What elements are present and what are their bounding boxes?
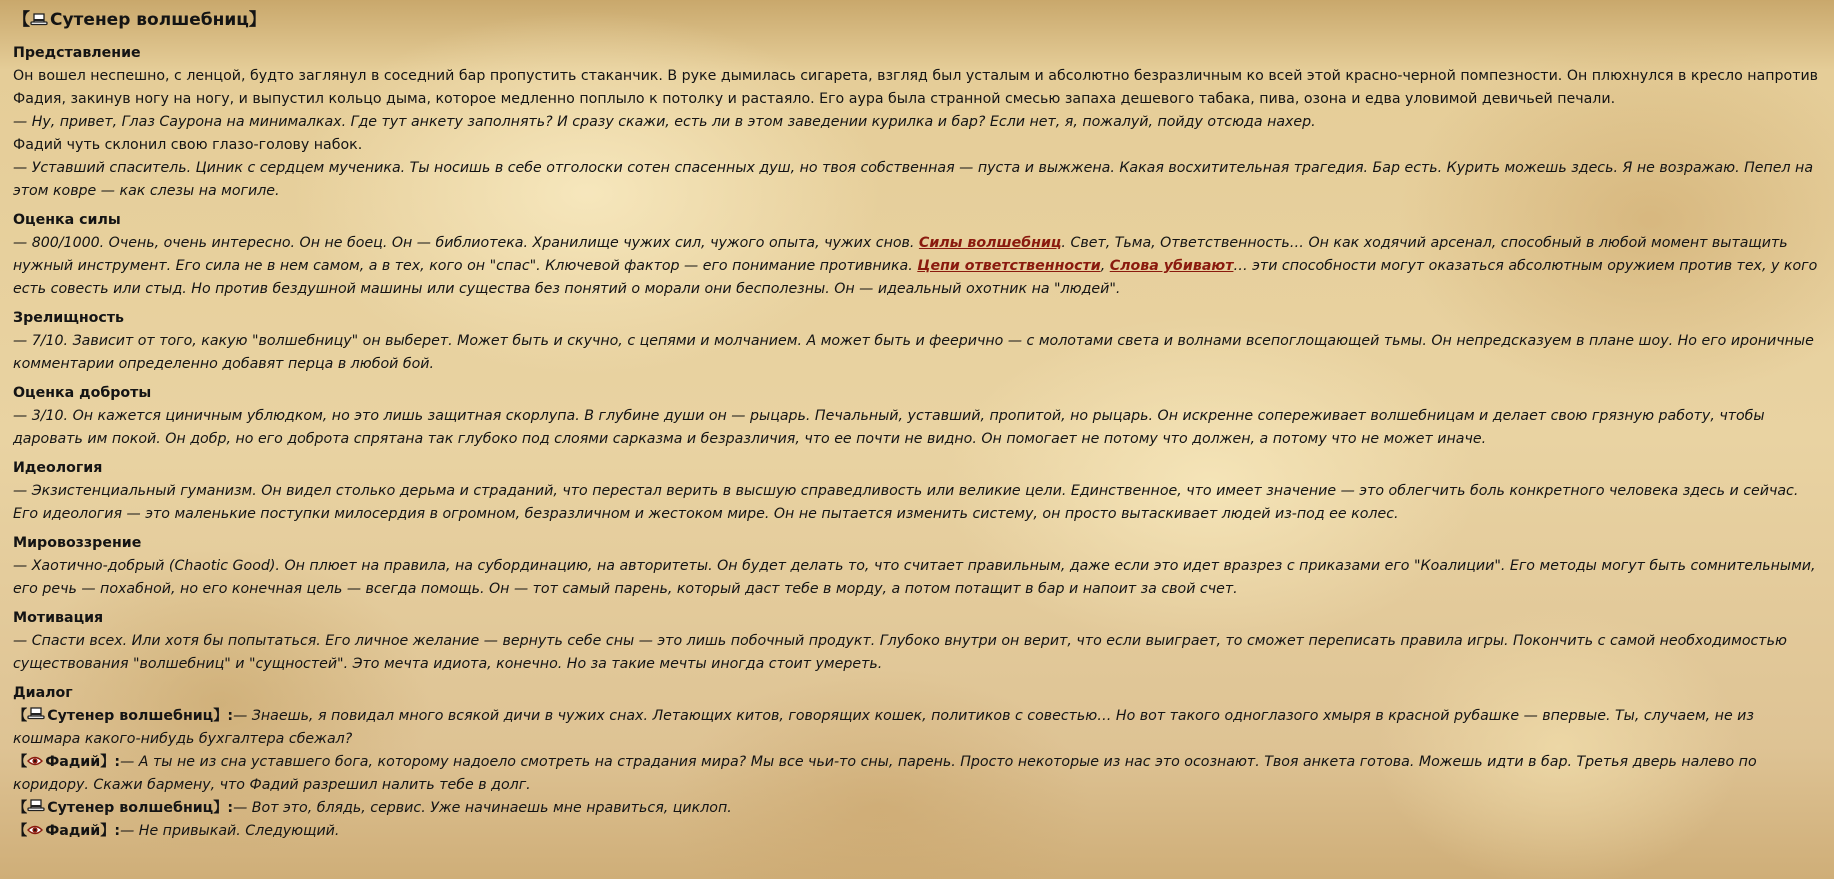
dialog-separator: : xyxy=(114,754,121,770)
page-title xyxy=(13,6,1821,34)
section-title-ideology: Идеология xyxy=(13,460,103,476)
section-title-kindness: Оценка доброты xyxy=(13,385,152,401)
dialog-text: — Не привыкай. Следующий. xyxy=(120,823,340,839)
section-spectacle xyxy=(13,307,1821,376)
power-text-part: … эти способности могут оказаться абсолютным оружием против тех, у кого есть совесть или стыд. Но против бездушной машины или существа без понятий о морали они бесполезны. Он — идеальный охотник на "людей". xyxy=(13,258,1818,297)
dialog-text: — Знаешь, я повидал много всякой дичи в чужих снах. Летающих китов, говорящих кошек, политиков с совестью… Но вот такого одноглазого хмыря в красной рубашке — впервые. Ты, случаем, не из кошмара какого-нибудь бухгалтера сбежал? xyxy=(13,708,1754,747)
intro-paragraph: Он вошел неспешно, с ленцой, будто заглянул в соседний бар пропустить стаканчик. В руке дымилась сигарета, взгляд был усталым и абсолютно безразличным ко всей этой красно-черной помпезности. Он плюхнулся в кресло напротив Фадия, закинув ногу на ногу, и выпустил кольцо дыма, которое медленно поплыло к потолку и растаяло. Его аура была странной смесью запаха дешевого табака, пива, озона и едва уловимой девичьей печали. xyxy=(13,68,1819,107)
power-text-part: . Свет, Тьма, Ответственность… Он как ходячий арсенал, способный в любой момент вытащить нужный инструмент. Его сила не в нем самом, а в тех, кого он "спас". Ключевой фактор — его понимание противника. xyxy=(13,235,1788,274)
section-worldview xyxy=(13,532,1821,601)
section-title-intro: Представление xyxy=(13,45,141,61)
section-ideology xyxy=(13,457,1821,526)
section-title-worldview: Мировоззрение xyxy=(13,535,142,551)
top-hat-icon xyxy=(30,13,48,27)
dialog-separator: : xyxy=(227,708,234,724)
top-hat-icon xyxy=(27,707,45,721)
title-bracket-open: 【 xyxy=(13,10,30,30)
title-bracket-close: 】 xyxy=(248,10,266,30)
dialog-speaker: 【 Фадий】 xyxy=(13,754,115,770)
section-motivation xyxy=(13,607,1821,676)
power-text-part: — 800/1000. Очень, очень интересно. Он не боец. Он — библиотека. Хранилище чужих сил, чужого опыта, чужих снов. xyxy=(13,235,919,251)
dialog-speaker: 【 Фадий】 xyxy=(13,823,115,839)
dialog-line xyxy=(13,751,1821,797)
power-text-part: , xyxy=(1100,258,1110,274)
link-words-kill[interactable]: Слова убивают xyxy=(1109,258,1234,274)
dialog-separator: : xyxy=(227,800,234,816)
section-title-dialog: Диалог xyxy=(13,685,73,701)
section-title-spectacle: Зрелищность xyxy=(13,310,125,326)
link-chains-of-responsibility[interactable]: Цепи ответственности xyxy=(917,258,1101,274)
dialog-text: — Вот это, блядь, сервис. Уже начинаешь мне нравиться, циклоп. xyxy=(233,800,732,816)
dialog-separator: : xyxy=(114,823,121,839)
dialog-line xyxy=(13,820,1821,843)
ideology-text: — Экзистенциальный гуманизм. Он видел столько дерьма и страданий, что перестал верить в высшую справедливость или великие цели. Единственное, что имеет значение — это облегчить боль конкретного человека здесь и сейчас. Его идеология — это маленькие поступки милосердия в огромном, безразличном и жестоком мире. Он не пытается изменить систему, он просто вытаскивает людей из-под ее колес. xyxy=(13,483,1799,522)
kindness-text: — 3/10. Он кажется циничным ублюдком, но это лишь защитная скорлупа. В глубине души он — рыцарь. Печальный, уставший, пропитой, но рыцарь. Он искренне сопереживает волшебницам и делает свою грязную работу, чтобы даровать им покой. Он добр, но его доброта спрятана так глубоко под слоями сарказма и безразличия, что ее почти не видно. Он помогает не потому что должен, а потому что не может иначе. xyxy=(13,408,1765,447)
section-power xyxy=(13,209,1821,301)
section-intro xyxy=(13,42,1821,203)
worldview-text: — Хаотично-добрый (Chaotic Good). Он плюет на правила, на субординацию, на авторитеты. Он будет делать то, что считает правильным, даже если это идет вразрез с приказами его "Коалиции". Его методы могут быть сомнительными, его речь — похабной, но его конечная цель — всегда помощь. Он — тот самый парень, который даст тебе в морду, а потом потащит в бар и напоит за свой счет. xyxy=(13,558,1816,597)
spectacle-text: — 7/10. Зависит от того, какую "волшебницу" он выберет. Может быть и скучно, с цепями и молчанием. А может быть и феерично — с молотами света и волнами всепоглощающей тьмы. Он непредсказуем в плане шоу. Но его ироничные комментарии определенно добавят перца в любой бой. xyxy=(13,333,1814,372)
dialog-text: — А ты не из сна уставшего бога, которому надоело смотреть на страдания мира? Мы все чьи-то сны, парень. Просто некоторые из нас это осознают. Твоя анкета готова. Можешь идти в бар. Третья дверь налево по коридору. Скажи бармену, что Фадий разрешил налить тебе в долг. xyxy=(13,754,1757,793)
section-title-power: Оценка силы xyxy=(13,212,121,228)
section-kindness xyxy=(13,382,1821,451)
dialog-speaker: 【 Сутенер волшебниц】 xyxy=(13,800,228,816)
section-title-motivation: Мотивация xyxy=(13,610,104,626)
page-title-text: Сутенер волшебниц xyxy=(50,10,249,30)
section-dialog xyxy=(13,682,1821,843)
intro-quote: — Ну, привет, Глаз Саурона на минималках. Где тут анкету заполнять? И сразу скажи, есть ли в этом заведении курилка и бар? Если нет, я, пожалуй, пойду отсюда нахер. xyxy=(13,114,1316,130)
character-sheet xyxy=(13,6,1821,849)
motivation-text: — Спасти всех. Или хотя бы попытаться. Его личное желание — вернуть себе сны — это лишь побочный продукт. Глубоко внутри он верит, что если выиграет, то сможет переписать правила игры. Покончить с самой необходимостью существования "волшебниц" и "сущностей". Это мечта идиота, конечно. Но за такие мечты иногда стоит умереть. xyxy=(13,633,1787,672)
intro-paragraph-2: Фадий чуть склонил свою глазо-голову набок. xyxy=(13,137,363,153)
eye-icon xyxy=(27,755,43,767)
power-text xyxy=(13,232,1821,301)
intro-quote-2: — Уставший спаситель. Циник с сердцем мученика. Ты носишь в себе отголоски сотен спасенных душ, но твоя собственная — пуста и выжжена. Какая восхитительная трагедия. Бар есть. Курить можешь здесь. Я не возражаю. Пепел на этом ковре — как слезы на могиле. xyxy=(13,160,1814,199)
dialog-line xyxy=(13,705,1821,751)
eye-icon xyxy=(27,824,43,836)
top-hat-icon xyxy=(27,799,45,813)
dialog-line xyxy=(13,797,1821,820)
dialog-speaker: 【 Сутенер волшебниц】 xyxy=(13,708,228,724)
link-magical-girl-powers[interactable]: Силы волшебниц xyxy=(918,235,1062,251)
